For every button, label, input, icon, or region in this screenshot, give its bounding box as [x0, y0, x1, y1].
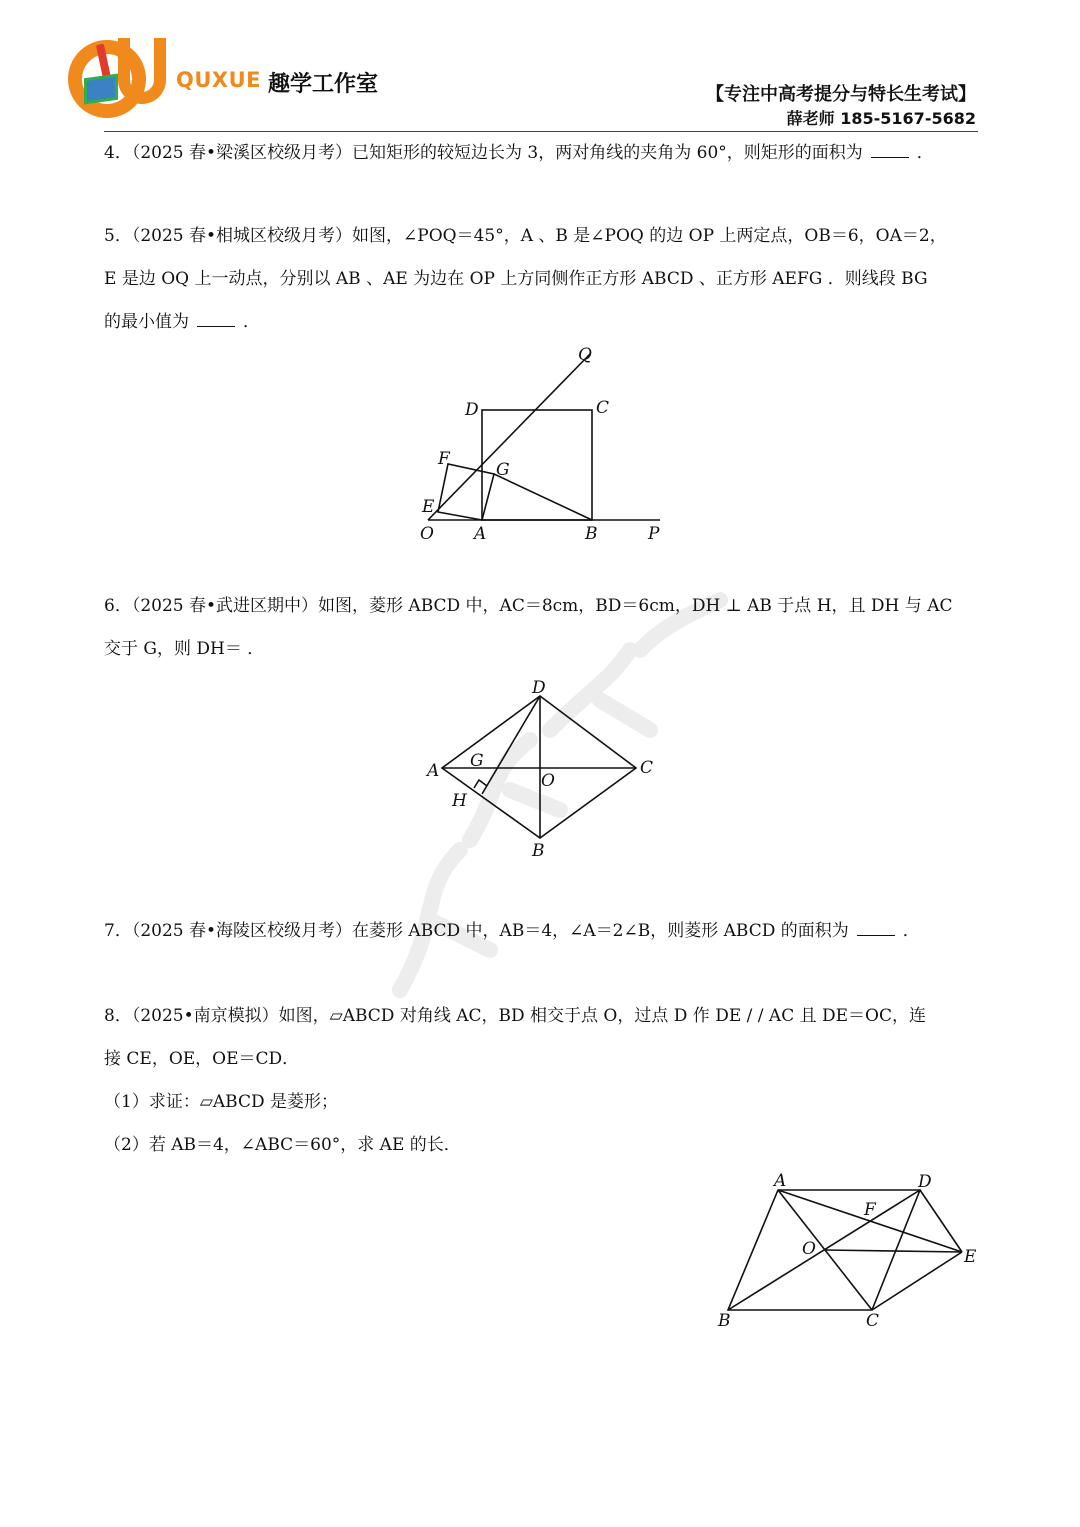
label-h: H [452, 791, 467, 811]
question-number: 8． [104, 1006, 132, 1026]
question-line-2: 交于 G，则 DH＝ ． [104, 639, 265, 659]
question-end: ． [243, 312, 260, 332]
label-b: B [585, 524, 598, 544]
book-icon [84, 74, 118, 105]
logo-u-shape [118, 38, 166, 104]
label-d: D [532, 678, 546, 698]
question-6 [104, 585, 980, 671]
brand-name: QUXUE [176, 68, 261, 92]
question-line-2: 接 CE，OE，OE＝CD． [104, 1049, 300, 1069]
label-o: O [541, 771, 555, 791]
square-aefg [438, 464, 494, 520]
label-c: C [640, 758, 654, 778]
question-text: （2025 春•梁溪区校级月考）已知矩形的较短边长为 3，两对角线的夹角为 60°，则矩形的面积为 [131, 143, 863, 163]
segment-de [920, 1190, 962, 1252]
label-g: G [470, 751, 484, 771]
label-c: C [596, 398, 610, 418]
label-d: D [918, 1172, 932, 1192]
answer-blank[interactable] [871, 143, 909, 158]
diagonal-bd [728, 1190, 920, 1310]
segment-dh [482, 696, 540, 794]
question-line-2: E 是边 OQ 上一动点，分别以 AB 、AE 为边在 OP 上方同侧作正方形 ABCD 、正方形 AEFG ．则线段 BG [104, 269, 928, 289]
label-o: O [802, 1239, 816, 1259]
question-4 [104, 132, 980, 175]
label-b: B [532, 841, 545, 861]
header-slogan: 【专注中高考提分与特长生考试】 [706, 84, 976, 105]
label-d: D [465, 400, 479, 420]
question-line-3: 的最小值为 [104, 312, 189, 332]
label-a: A [774, 1171, 787, 1191]
brand-name-cn: 趣学工作室 [268, 72, 379, 97]
question-end: ． [916, 143, 934, 163]
segment-ce [872, 1252, 962, 1310]
right-angle-mark [474, 780, 487, 788]
figure-q8 [710, 1170, 985, 1330]
header-teacher-contact: 薛老师 185-5167-5682 [786, 109, 976, 128]
question-end: ． [902, 921, 920, 941]
figure-q5 [410, 340, 670, 550]
label-a: A [474, 524, 487, 544]
label-b: B [718, 1311, 731, 1330]
question-number: 4． [104, 143, 132, 163]
label-a: A [427, 761, 440, 781]
question-7 [104, 910, 980, 953]
label-f: F [438, 449, 450, 469]
figure-q6 [420, 676, 660, 861]
question-text: （2025 春•海陵区校级月考）在菱形 ABCD 中，AB＝4，∠A＝2∠B，则菱形 ABCD 的面积为 [131, 921, 849, 941]
question-8 [104, 995, 980, 1167]
question-line-1: （2025 春•相城区校级月考）如图，∠POQ＝45°，A 、B 是∠POQ 的边 OP 上两定点，OB＝6，OA＝2， [131, 226, 947, 246]
segment-oe [825, 1250, 962, 1252]
label-o: O [420, 524, 434, 544]
question-number: 7． [104, 921, 132, 941]
segment-bg [494, 474, 592, 520]
label-q: Q [578, 345, 592, 365]
label-g: G [496, 460, 510, 480]
label-e: E [964, 1247, 977, 1267]
question-part-2: （2）若 AB＝4，∠ABC＝60°，求 AE 的长． [104, 1135, 461, 1155]
question-line-1: （2025 春•武进区期中）如图，菱形 ABCD 中，AC＝8cm，BD＝6cm，DH ⊥ AB 于点 H，且 DH 与 AC [131, 596, 953, 616]
label-c: C [866, 1311, 880, 1330]
label-p: P [648, 524, 660, 544]
question-5 [104, 215, 980, 344]
question-part-1: （1）求证：▱ABCD 是菱形； [104, 1092, 339, 1112]
label-f: F [864, 1200, 876, 1220]
question-number: 5． [104, 226, 132, 246]
answer-blank[interactable] [857, 921, 895, 936]
answer-blank[interactable] [197, 312, 235, 327]
question-line-1: （2025•南京模拟）如图，▱ABCD 对角线 AC，BD 相交于点 O，过点 D 作 DE / / AC 且 DE＝OC，连 [131, 1006, 926, 1026]
question-number: 6． [104, 596, 132, 616]
label-e: E [422, 497, 435, 517]
ray-oq [428, 354, 590, 520]
